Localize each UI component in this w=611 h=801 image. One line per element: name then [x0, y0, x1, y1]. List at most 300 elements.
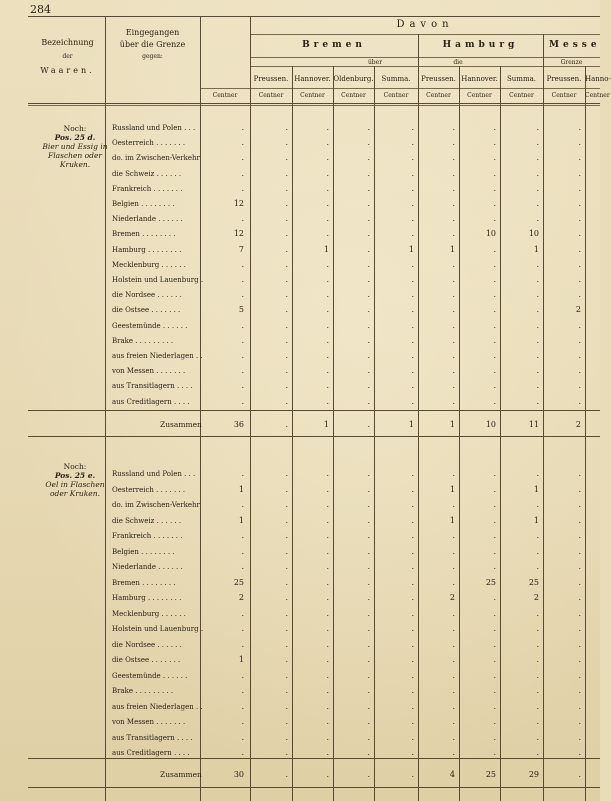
total-cell: 1	[449, 420, 455, 429]
table-cell: .	[536, 123, 539, 132]
table-cell: .	[367, 290, 370, 300]
table-cell: 5	[238, 305, 244, 315]
table-cell: 2	[238, 593, 244, 602]
table-cell: .	[367, 305, 370, 315]
table-cell: .	[536, 624, 539, 633]
table-cell: .	[285, 624, 288, 633]
table-cell: .	[493, 381, 496, 391]
table-cell: .	[493, 500, 496, 509]
table-cell: .	[536, 546, 539, 556]
table-cell: .	[536, 351, 539, 360]
table-cell: .	[536, 138, 539, 148]
table-cell: .	[493, 290, 496, 300]
table-cell: .	[578, 500, 581, 509]
table-cell: .	[493, 624, 496, 633]
table-cell: .	[578, 290, 581, 300]
subcol-header: Oldenburg.	[333, 75, 374, 83]
table-cell: .	[536, 381, 539, 391]
table-cell: .	[452, 396, 455, 406]
table-cell: .	[326, 199, 329, 208]
table-cell: .	[452, 732, 455, 742]
table-cell: .	[493, 515, 496, 525]
table-cell: .	[452, 183, 455, 193]
table-cell: .	[241, 214, 244, 224]
table-cell: .	[578, 259, 581, 269]
row-label: Russland und Polen . . .	[112, 124, 196, 132]
subcol-unit: Centner	[258, 92, 284, 99]
row-label: die Schweiz . . . . . .	[112, 516, 182, 525]
section2-rule	[28, 758, 600, 759]
table-cell: .	[326, 229, 329, 239]
subcol-header: Preussen.	[546, 75, 582, 83]
table-cell: .	[452, 624, 455, 633]
table-cell: .	[326, 214, 329, 224]
table-cell: .	[367, 701, 370, 711]
row-label: aus freien Niederlagen . .	[112, 702, 203, 711]
table-cell: .	[452, 670, 455, 680]
table-cell: .	[241, 748, 244, 757]
table-cell: .	[367, 500, 370, 509]
table-cell: .	[241, 562, 244, 571]
table-cell: .	[241, 259, 244, 269]
table-cell: .	[241, 275, 244, 284]
total-label: Zusammen	[160, 770, 202, 779]
table-cell: 2	[449, 593, 455, 602]
subcol-unit: Centner	[551, 92, 577, 99]
row-label: Geestemünde . . . . . .	[112, 671, 188, 680]
table-cell: .	[326, 290, 329, 300]
table-cell: .	[367, 608, 370, 618]
table-cell: .	[578, 670, 581, 680]
table-cell: .	[367, 335, 370, 345]
table-cell: .	[326, 320, 329, 330]
table-cell: .	[326, 275, 329, 284]
table-cell: .	[452, 320, 455, 330]
row-label: die Nordsee . . . . . .	[112, 291, 182, 300]
table-cell: .	[326, 381, 329, 391]
table-cell: .	[326, 732, 329, 742]
table-cell: .	[493, 168, 496, 178]
table-cell: .	[536, 275, 539, 284]
table-cell: .	[285, 259, 288, 269]
table-cell: .	[285, 732, 288, 742]
table-cell: .	[411, 153, 414, 163]
table-cell: .	[326, 608, 329, 618]
table-cell: .	[367, 531, 370, 540]
header-rule-units	[200, 88, 600, 89]
table-cell: .	[536, 469, 539, 478]
table-cell: .	[411, 717, 414, 726]
table-cell: .	[367, 199, 370, 208]
table-cell: .	[326, 183, 329, 193]
table-cell: .	[367, 546, 370, 556]
table-cell: .	[285, 229, 288, 239]
table-cell: .	[578, 546, 581, 556]
table-cell: .	[326, 305, 329, 315]
table-cell: 10	[485, 229, 496, 239]
section1-total-rule	[28, 436, 600, 437]
subcol-unit: Centner	[300, 92, 325, 99]
row-label: Brake . . . . . . . . .	[112, 687, 174, 695]
section2-total-rule	[28, 787, 600, 788]
table-cell: .	[411, 500, 414, 509]
subcol-header: Hannover.	[461, 75, 498, 83]
table-cell: .	[536, 686, 539, 695]
table-cell: .	[411, 381, 414, 391]
table-cell: .	[452, 168, 455, 178]
table-cell: .	[578, 608, 581, 618]
table-cell: .	[578, 484, 581, 494]
table-cell: .	[578, 469, 581, 478]
table-cell: .	[411, 366, 414, 376]
table-cell: .	[493, 484, 496, 494]
table-cell: .	[411, 608, 414, 618]
row-label: Bremen . . . . . . . .	[112, 578, 176, 587]
table-cell: .	[452, 531, 455, 540]
row-label: die Ostsee . . . . . . .	[112, 306, 181, 315]
table-cell: .	[367, 748, 370, 757]
row-label: aus freien Niederlagen . .	[112, 352, 203, 360]
table-cell: .	[493, 717, 496, 726]
header-grenze: Grenze	[560, 59, 583, 66]
table-cell: .	[411, 515, 414, 525]
table-cell: .	[367, 168, 370, 178]
table-cell: .	[241, 183, 244, 193]
header-hamburg: Hamburg	[442, 40, 519, 50]
total-cell: .	[578, 770, 581, 779]
table-cell: .	[285, 577, 288, 587]
table-cell: 1	[323, 244, 329, 254]
table-cell: .	[326, 515, 329, 525]
table-cell: .	[578, 335, 581, 345]
table-cell: .	[411, 469, 414, 478]
table-cell: .	[493, 305, 496, 315]
table-cell: .	[411, 701, 414, 711]
row-label: Hamburg . . . . . . . .	[112, 594, 182, 602]
table-cell: .	[411, 655, 414, 664]
row-label: Frankreich . . . . . . .	[112, 532, 183, 540]
table-cell: .	[326, 153, 329, 163]
total-label: Zusammen	[160, 420, 202, 429]
table-cell: .	[285, 562, 288, 571]
table-cell: .	[578, 183, 581, 193]
table-cell: .	[536, 500, 539, 509]
subcol-header: Hanno-	[585, 75, 611, 83]
subcol-unit: Centner	[426, 92, 451, 99]
table-cell: .	[367, 562, 370, 571]
table-cell: .	[578, 275, 581, 284]
table-cell: .	[367, 686, 370, 695]
table-cell: .	[367, 351, 370, 360]
table-cell: .	[411, 229, 414, 239]
row-label: aus Transitlagern . . . .	[112, 382, 193, 391]
table-cell: .	[367, 275, 370, 284]
header-goods: Bezeichnung der Waaren.	[40, 38, 95, 75]
table-cell: .	[285, 484, 288, 494]
table-cell: .	[285, 153, 288, 163]
table-cell: .	[326, 670, 329, 680]
table-cell: .	[536, 732, 539, 742]
col-line-5	[333, 66, 334, 801]
page-number: 284	[30, 3, 51, 16]
table-cell: 1	[533, 515, 539, 525]
table-cell: .	[411, 305, 414, 315]
table-cell: .	[493, 655, 496, 664]
row-label: aus Creditlagern . . . .	[112, 749, 190, 757]
row-label: Holstein und Lauenburg .	[112, 625, 204, 633]
table-cell: 25	[528, 577, 539, 587]
table-cell: .	[536, 320, 539, 330]
table-cell: .	[411, 199, 414, 208]
table-cell: .	[452, 500, 455, 509]
table-cell: .	[326, 366, 329, 376]
header-mess: Messe	[549, 40, 601, 50]
table-cell: 2	[575, 305, 581, 315]
table-cell: .	[411, 259, 414, 269]
table-cell: .	[452, 153, 455, 163]
table-cell: 1	[449, 484, 455, 494]
total-cell: .	[285, 420, 288, 429]
table-cell: 1	[238, 515, 244, 525]
table-cell: .	[536, 562, 539, 571]
table-cell: .	[285, 275, 288, 284]
total-cell: 30	[233, 770, 244, 779]
table-cell: .	[578, 701, 581, 711]
table-cell: .	[241, 381, 244, 391]
table-cell: .	[285, 670, 288, 680]
row-label: Geestemünde . . . . . .	[112, 321, 188, 330]
table-cell: .	[285, 305, 288, 315]
table-cell: .	[326, 655, 329, 664]
table-cell: .	[578, 717, 581, 726]
table-cell: .	[578, 686, 581, 695]
table-cell: .	[536, 366, 539, 376]
table-cell: .	[326, 686, 329, 695]
subcol-unit: Centner	[509, 92, 534, 99]
table-cell: .	[536, 153, 539, 163]
table-cell: .	[411, 531, 414, 540]
table-cell: .	[452, 123, 455, 132]
subcol-header: Preussen.	[253, 75, 289, 83]
table-cell: .	[411, 484, 414, 494]
table-cell: .	[452, 138, 455, 148]
table-cell: .	[411, 290, 414, 300]
table-cell: .	[411, 624, 414, 633]
total-cell: 4	[449, 770, 455, 779]
table-cell: .	[411, 275, 414, 284]
total-cell: .	[367, 770, 370, 779]
table-cell: .	[241, 396, 244, 406]
table-cell: .	[411, 351, 414, 360]
table-cell: .	[578, 732, 581, 742]
table-cell: .	[367, 484, 370, 494]
col-line-2	[200, 16, 201, 801]
table-cell: .	[578, 396, 581, 406]
table-cell: .	[326, 546, 329, 556]
table-cell: .	[326, 484, 329, 494]
table-cell: 1	[449, 515, 455, 525]
table-cell: .	[578, 577, 581, 587]
table-cell: .	[326, 123, 329, 132]
table-cell: .	[285, 396, 288, 406]
table-cell: .	[411, 168, 414, 178]
table-cell: 25	[233, 577, 244, 587]
col-line-4	[292, 66, 293, 801]
total-cell: 1	[408, 420, 414, 429]
table-cell: .	[493, 138, 496, 148]
table-cell: .	[536, 259, 539, 269]
table-cell: .	[285, 546, 288, 556]
table-cell: 10	[528, 229, 539, 239]
table-cell: .	[578, 515, 581, 525]
table-cell: 7	[238, 244, 244, 254]
table-cell: .	[411, 577, 414, 587]
header-rule-davon	[250, 34, 600, 35]
table-cell: .	[452, 546, 455, 556]
row-label: Oesterreich . . . . . . .	[112, 485, 186, 494]
table-cell: .	[285, 183, 288, 193]
table-cell: .	[285, 748, 288, 757]
table-cell: .	[493, 686, 496, 695]
row-label: Russland und Polen . . .	[112, 470, 196, 478]
row-label: Niederlande . . . . . .	[112, 215, 183, 224]
table-cell: .	[536, 748, 539, 757]
table-cell: .	[411, 732, 414, 742]
table-cell: .	[411, 335, 414, 345]
col-line-3	[250, 16, 251, 801]
table-cell: .	[326, 469, 329, 478]
table-cell: .	[285, 335, 288, 345]
row-label: Holstein und Lauenburg .	[112, 276, 204, 284]
table-cell: .	[326, 639, 329, 649]
table-cell: .	[367, 469, 370, 478]
table-cell: .	[578, 531, 581, 540]
table-cell: .	[493, 259, 496, 269]
table-cell: .	[452, 469, 455, 478]
row-label: do. im Zwischen-Verkehr	[112, 501, 200, 509]
table-cell: .	[578, 320, 581, 330]
table-cell: .	[285, 717, 288, 726]
table-cell: .	[326, 335, 329, 345]
total-cell: 36	[233, 420, 244, 429]
col-line-8	[459, 66, 460, 801]
table-cell: .	[578, 593, 581, 602]
header-bottom-rule-2	[28, 105, 600, 106]
table-cell: .	[411, 138, 414, 148]
table-cell: .	[241, 138, 244, 148]
table-cell: 1	[238, 655, 244, 664]
table-cell: .	[578, 123, 581, 132]
table-cell: .	[326, 168, 329, 178]
table-cell: .	[241, 686, 244, 695]
table-cell: .	[493, 199, 496, 208]
table-cell: .	[578, 624, 581, 633]
table-cell: .	[285, 655, 288, 664]
group-label: Noch: Pos. 25 d. Bier und Essig in Flaschen oder Kruken.	[42, 124, 108, 169]
table-cell: .	[285, 701, 288, 711]
table-cell: .	[536, 670, 539, 680]
header-bottom-rule	[28, 103, 600, 104]
table-cell: .	[452, 366, 455, 376]
table-cell: .	[326, 748, 329, 757]
table-cell: .	[285, 290, 288, 300]
table-cell: .	[367, 214, 370, 224]
table-cell: .	[241, 670, 244, 680]
table-cell: .	[452, 199, 455, 208]
table-cell: .	[367, 381, 370, 391]
table-cell: .	[452, 577, 455, 587]
total-cell: 1	[323, 420, 329, 429]
table-cell: .	[241, 290, 244, 300]
table-cell: .	[326, 624, 329, 633]
top-rule	[28, 16, 600, 17]
table-cell: 12	[233, 229, 244, 239]
col-line-10	[543, 34, 544, 801]
table-cell: .	[578, 351, 581, 360]
table-cell: .	[452, 562, 455, 571]
row-label: die Nordsee . . . . . .	[112, 640, 182, 649]
table-cell: .	[241, 701, 244, 711]
table-cell: .	[452, 381, 455, 391]
table-cell: .	[285, 500, 288, 509]
table-cell: .	[285, 244, 288, 254]
table-cell: .	[536, 396, 539, 406]
row-label: die Schweiz . . . . . .	[112, 169, 182, 178]
table-cell: .	[367, 515, 370, 525]
table-cell: .	[493, 670, 496, 680]
table-cell: .	[536, 655, 539, 664]
table-cell: .	[411, 214, 414, 224]
table-cell: .	[241, 168, 244, 178]
table-cell: .	[493, 244, 496, 254]
subcol-header: Hannover.	[294, 75, 331, 83]
table-cell: .	[367, 259, 370, 269]
table-cell: .	[241, 335, 244, 345]
table-cell: .	[493, 469, 496, 478]
table-cell: .	[493, 396, 496, 406]
row-label: do. im Zwischen-Verkehr	[112, 154, 200, 163]
table-cell: .	[241, 608, 244, 618]
table-cell: .	[367, 639, 370, 649]
table-cell: .	[452, 639, 455, 649]
table-cell: .	[326, 396, 329, 406]
table-cell: .	[285, 351, 288, 360]
total-cell: 29	[528, 770, 539, 779]
table-cell: .	[578, 748, 581, 757]
group-label: Noch: Pos. 25 e. Oel in Flaschen oder Kruken.	[45, 462, 105, 498]
table-cell: .	[367, 123, 370, 132]
table-cell: .	[536, 335, 539, 345]
table-cell: .	[452, 717, 455, 726]
table-cell: .	[285, 531, 288, 540]
table-cell: .	[452, 748, 455, 757]
total-cell: 2	[575, 420, 581, 429]
table-cell: .	[411, 593, 414, 602]
table-cell: .	[578, 244, 581, 254]
table-cell: .	[241, 639, 244, 649]
table-cell: .	[536, 701, 539, 711]
table-cell: .	[578, 214, 581, 224]
table-cell: .	[241, 153, 244, 163]
table-cell: 25	[485, 577, 496, 587]
table-cell: .	[411, 670, 414, 680]
table-cell: .	[241, 717, 244, 726]
table-cell: .	[578, 639, 581, 649]
table-cell: .	[493, 320, 496, 330]
table-cell: .	[452, 259, 455, 269]
table-cell: .	[536, 214, 539, 224]
table-cell: .	[326, 531, 329, 540]
